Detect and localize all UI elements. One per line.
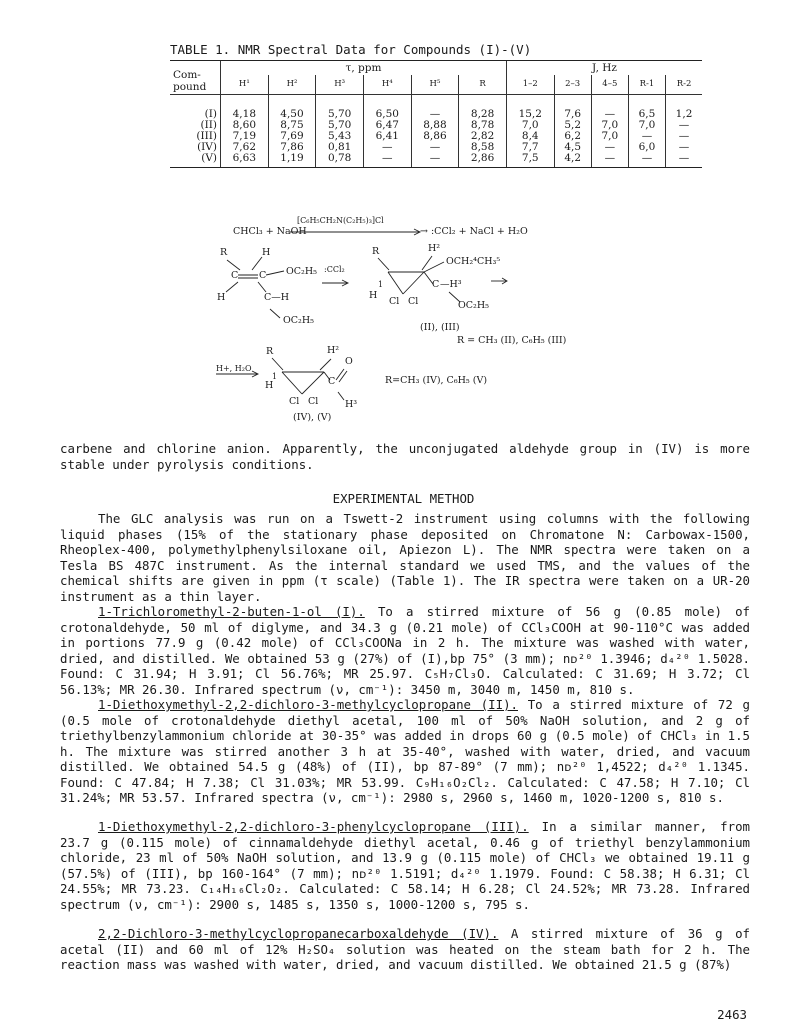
prod2-h2: H²: [327, 345, 340, 356]
table-cell: 6,50: [363, 95, 411, 121]
table-cell: 8,58: [459, 142, 507, 153]
column-header: R: [459, 75, 507, 94]
prod2-pos1: 1: [272, 372, 278, 381]
intro-paragraph: carbene and chlorine anion. Apparently, the unconjugated aldehyde group in (IV) is more stable under pyrolysis conditions.: [60, 441, 750, 472]
procedure-iii-title: 1-Diethoxymethyl-2,2-dichloro-3-phenylcyclopropane (III).: [98, 819, 529, 834]
table-cell: 8,86: [411, 131, 459, 142]
table-cell: 7,7: [506, 142, 554, 153]
table-cell: 7,0: [591, 120, 628, 131]
column-header: H²: [268, 75, 316, 94]
prod1-label: (II), (III): [420, 322, 460, 333]
table-cell: 7,86: [268, 142, 316, 153]
procedure-iii: [60, 819, 750, 912]
reaction-scheme: [0, 0, 807, 440]
table-cell: 4,2: [554, 153, 591, 168]
compound-cell: (I): [204, 108, 217, 120]
prod1-och2ch3: OCH₂⁴CH₃⁵: [446, 256, 501, 267]
table-cell: 7,62: [221, 142, 269, 153]
column-header: R-1: [628, 75, 665, 94]
procedure-ii: [60, 697, 750, 806]
glc-paragraph: The GLC analysis was run on a Tswett-2 instrument using columns with the following liquid phases (15% of the stationary phase deposited on Chromatone N: Carbowax-1500, Rheoplex-400, polymethylphenylsiloxane oil, Apiezon L). The NMR spectra were taken on a Tesla BS 487C instrument. As the internal standard we used TMS, and the values of the chemical shifts are given in ppm (τ scale) (Table 1). The IR spectra were taken on a UR-20 instrument as a thin layer.: [60, 511, 750, 604]
column-header: H³: [316, 75, 364, 94]
table-cell: 5,2: [554, 120, 591, 131]
prod1-r-def: R = CH₃ (II), C₆H₅ (III): [457, 335, 567, 346]
prod2-h3: H³: [345, 399, 358, 410]
prod2-h: H: [265, 380, 274, 391]
table-cell: —: [591, 142, 628, 153]
procedure-ii-body: To a stirred mixture of 72 g (0.5 mole of crotonaldehyde diethyl acetal, 100 ml of 50% NaOH solution, and 2 g of triethylbenzylammonium chloride at 30-35° was added in drops 60 g (0.5 mole) of CHCl₃ in 1.5 h. The mixture was stirred another 3 h at 35-40°, washed with water, dried, and vacuum distilled. We obtained 54.5 g (48%) of (II), bp 87-89° (7 mm); nᴅ²⁰ 1,4522; d₄²⁰ 1.1345. Found: C 47.84; H 7.38; Cl 31.03%; MR 53.99. C₉H₁₆O₂Cl₂. Calculated: C 47.58; H 7.10; Cl 31.24%; MR 53.57. Infrared spectra (ν, cm⁻¹): 2980 s, 2960 s, 1460 m, 1020-1200 s, 810 s.: [60, 697, 751, 805]
table-cell: 2,82: [459, 131, 507, 142]
table-cell: —: [411, 95, 459, 121]
table-cell: 7,69: [268, 131, 316, 142]
reactant-h2: H: [217, 292, 226, 303]
prod2-r: R: [266, 346, 274, 357]
table-cell: 15,2: [506, 95, 554, 121]
table-cell: 7,0: [628, 120, 665, 131]
procedure-i: [60, 604, 750, 697]
table-cell: 0,81: [316, 142, 364, 153]
prod2-o: O: [345, 356, 353, 367]
eq1-products: → :CCl₂ + NaCl + H₂O: [420, 226, 528, 237]
prod2-label: (IV), (V): [293, 412, 332, 423]
table-cell: —: [666, 142, 702, 153]
prod2-cl2: Cl: [308, 396, 319, 407]
prod1-h2: H²: [428, 243, 441, 254]
table-cell: —: [628, 131, 665, 142]
prod1-cl2: Cl: [408, 296, 419, 307]
procedure-iv-body: A stirred mixture of 36 g of acetal (II) and 60 ml of 12% H₂SO₄ solution was heated on the steam bath for 2 h. The reaction mass was washed with water, dried, and vacuum distilled. We obtained 21.5 g (87%): [60, 926, 750, 972]
prod1-r: R: [372, 246, 380, 257]
table-cell: 5,70: [316, 120, 364, 131]
table-cell: 4,18: [221, 95, 269, 121]
table-cell: 8,4: [506, 131, 554, 142]
procedure-i-body: To a stirred mixture of 56 g (0.85 mole) of crotonaldehyde, 50 ml of diglyme, and 34.3 g (0.21 mole) of CCl₃COOH at 90-110°C was added in portions 77.9 g (0.42 mole) of CCl₃COONa in 2 h. The mixture was washed with water, dried, and distilled. We obtained 53 g (27%) of (I),bp 75° (3 mm); nᴅ²⁰ 1.3946; d₄²⁰ 1.5028. Found: C 31.94; H 3.91; Cl 56.76%; MR 25.97. C₅H₇Cl₃O. Calculated: C 31.69; H 3.72; Cl 56.13%; MR 26.30. Infrared spectrum (ν, cm⁻¹): 3450 m, 3040 m, 1450 m, 810 s.: [60, 604, 751, 697]
prod1-cl1: Cl: [389, 296, 400, 307]
table-cell: 8,60: [221, 120, 269, 131]
prod2-c: C: [328, 376, 336, 387]
prod2-cl1: Cl: [289, 396, 300, 407]
table-cell: 6,2: [554, 131, 591, 142]
j-header: J, Hz: [506, 61, 702, 76]
prod1-h3: —H³: [440, 279, 462, 290]
table-cell: 7,0: [506, 120, 554, 131]
prod2-r-def: R=CH₃ (IV), C₆H₅ (V): [385, 375, 488, 386]
eq1-reactants: CHCl₃ + NaOH: [233, 226, 307, 237]
reactant-h: H: [262, 247, 271, 258]
table-cell: —: [666, 153, 702, 168]
table-cell: 6,5: [628, 95, 665, 121]
table-cell: 8,28: [459, 95, 507, 121]
table-cell: —: [363, 142, 411, 153]
table-cell: —: [591, 153, 628, 168]
procedure-iii-body: In a similar manner, from 23.7 g (0.115 mole) of cinnamaldehyde diethyl acetal, 0.46 g of triethyl benzylammonium chloride, 23 ml of 50% NaOH solution, and 13.9 g (0.115 mole) of CHCl₃ we obtained 19.11 g (57.5%) of (III), bp 160-164° (7 mm); nᴅ²⁰ 1.5191; d₄²⁰ 1.1979. Found: C 58.38; H 6.31; Cl 24.55%; MR 73.23. C₁₄H₁₆Cl₂O₂. Calculated: C 58.14; H 6.28; Cl 24.52%; MR 73.28. Infrared spectrum (ν, cm⁻¹): 2900 s, 1485 s, 1350 s, 1000-1200 s, 795 s.: [60, 819, 750, 912]
table-cell: 0,78: [316, 153, 364, 168]
tau-header: τ, ppm: [221, 61, 507, 76]
column-header: R-2: [666, 75, 702, 94]
acid-reagent: H+, H₂O: [216, 364, 252, 373]
table-cell: —: [411, 142, 459, 153]
column-header: 4–5: [591, 75, 628, 94]
reactant-c2: C: [259, 270, 267, 281]
procedure-ii-title: 1-Diethoxymethyl-2,2-dichloro-3-methylcyclopropane (II).: [98, 697, 518, 712]
page-number: 2463: [717, 1007, 747, 1022]
table-cell: 1,2: [666, 95, 702, 121]
column-header: 2–3: [554, 75, 591, 94]
compound-cell: (V): [170, 153, 221, 168]
prod1-pos1: 1: [378, 280, 384, 289]
ccl2-reagent: :CCl₂: [324, 265, 345, 274]
table-cell: 5,70: [316, 95, 364, 121]
column-header: H¹: [221, 75, 269, 94]
prod1-c: C: [432, 279, 440, 290]
prod1-h: H: [369, 290, 378, 301]
table-cell: 8,88: [411, 120, 459, 131]
column-header: 1–2: [506, 75, 554, 94]
table-cell: 8,78: [459, 120, 507, 131]
table-cell: —: [666, 120, 702, 131]
column-header: H⁵: [411, 75, 459, 94]
section-heading: EXPERIMENTAL METHOD: [332, 491, 475, 506]
reactant-c1: C: [231, 270, 239, 281]
column-header: H⁴: [363, 75, 411, 94]
prod1-oet: OC₂H₅: [458, 300, 489, 311]
table-cell: —: [666, 131, 702, 142]
table-cell: 8,75: [268, 120, 316, 131]
procedure-iv: [60, 926, 750, 973]
procedure-iv-title: 2,2-Dichloro-3-methylcyclopropanecarboxaldehyde (IV).: [98, 926, 499, 941]
compound-cell: (III): [196, 130, 217, 142]
table-cell: 1,19: [268, 153, 316, 168]
table-cell: 6,41: [363, 131, 411, 142]
compound-cell: (II): [200, 119, 217, 131]
table-cell: 4,5: [554, 142, 591, 153]
table-cell: —: [363, 153, 411, 168]
table-cell: 7,6: [554, 95, 591, 121]
compound-header: Com- pound: [170, 61, 221, 95]
table-cell: 6,63: [221, 153, 269, 168]
table-cell: —: [591, 95, 628, 121]
table-cell: —: [411, 153, 459, 168]
table-cell: 6,47: [363, 120, 411, 131]
table-cell: 2,86: [459, 153, 507, 168]
table-cell: 5,43: [316, 131, 364, 142]
procedure-i-title: 1-Trichloromethyl-2-buten-1-ol (I).: [98, 604, 365, 619]
reactant-oet: OC₂H₅: [286, 266, 317, 277]
table-caption: TABLE 1. NMR Spectral Data for Compounds (I)-(V): [170, 42, 532, 57]
table-cell: 7,0: [591, 131, 628, 142]
table-cell: 7,19: [221, 131, 269, 142]
reactant-r: R: [220, 247, 228, 258]
table-cell: 6,0: [628, 142, 665, 153]
reactant-ch: C—H: [264, 292, 290, 303]
table-cell: 7,5: [506, 153, 554, 168]
eq1-catalyst: [C₆H₅CH₂N(C₂H₅)₃]Cl: [297, 216, 384, 225]
table-cell: —: [628, 153, 665, 168]
reactant-oet2: OC₂H₅: [283, 315, 314, 326]
compound-cell: (IV): [197, 141, 217, 153]
table-cell: 4,50: [268, 95, 316, 121]
